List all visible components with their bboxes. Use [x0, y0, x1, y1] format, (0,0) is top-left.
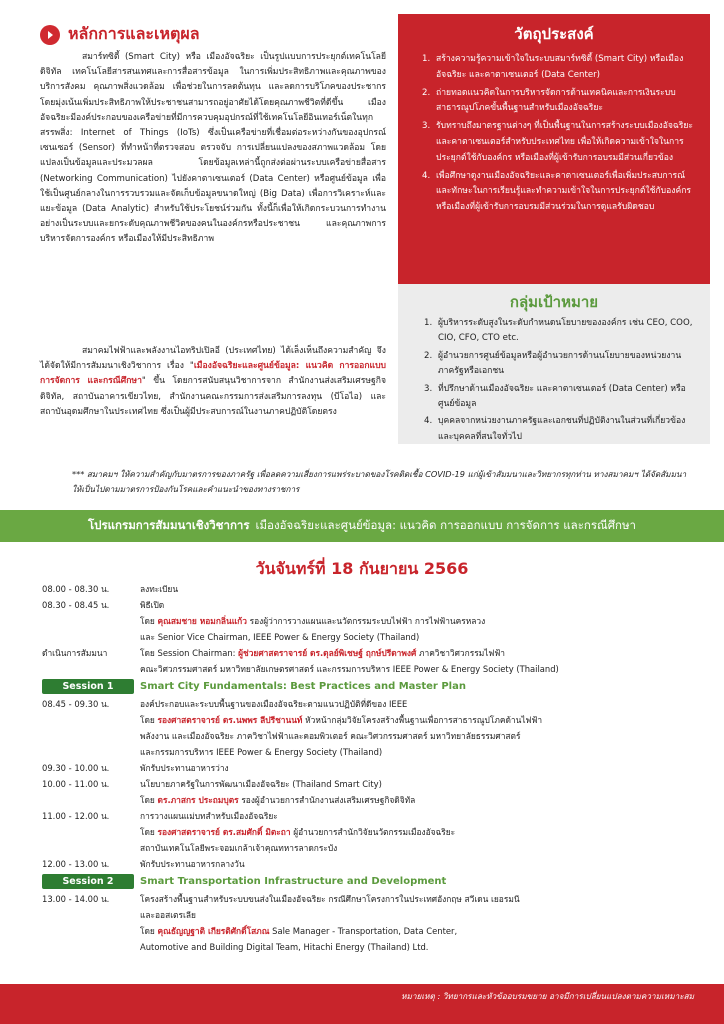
schedule-row: ดำเนินการสัมมนา โดย Session Chairman: ผู้ช่วยศาสตราจารย์ ดร.ดุลย์พิเชษฐ์ ฤกษ์ปรีดาพงศ์ ภาควิชาวิศวกรรมไฟฟ้า	[42, 648, 505, 658]
seminar-date: วันจันทร์ที่ 18 กันยายน 2566	[255, 559, 469, 578]
banner-lead: โปรแกรมการสัมมนาเชิงวิชาการ	[87, 518, 250, 532]
speaker-row: โดย รองศาสตราจารย์ ดร.สมศักดิ์ มิตะถา ผู้อำนวยการสำนักวิจัยนวัตกรรมเมืองอัจฉริยะ	[140, 827, 456, 837]
program-banner	[0, 510, 724, 542]
speaker-row: โดย คุณสมชาย หอมกลิ่นแก้ว รองผู้ว่าการวางแผนและนวัตกรรมระบบไฟฟ้า การไฟฟ้านครหลวง	[140, 616, 486, 626]
schedule	[42, 581, 692, 955]
objectives-list	[422, 52, 694, 218]
session-header	[42, 678, 692, 695]
session-title: Smart City Fundamentals: Best Practices and Master Plan	[140, 681, 466, 692]
speaker-row: และ Senior Vice Chairman, IEEE Power & Energy Society (Thailand)	[140, 632, 420, 642]
session-title: Smart Transportation Infrastructure and Development	[140, 876, 447, 887]
list-item: 2. ผู้อำนวยการศูนย์ข้อมูลหรือผู้อำนวยการด้านนโยบายของหน่วยงานภาครัฐหรือเอกชน	[424, 350, 682, 377]
session-tag: Session 1	[42, 679, 134, 694]
schedule-row: 08.30 - 08.45 น. พิธีเปิด	[42, 600, 165, 610]
rationale-paragraph-2	[40, 344, 386, 420]
schedule-row: 08.00 - 08.30 น. ลงทะเบียน	[42, 584, 179, 594]
list-item: 2. ถ่ายทอดแนวคิดในการบริหารจัดการด้านเทคนิคและการเงินระบบสาธารณูปโภคขั้นพื้นฐานสำหรับเมืองอัจฉริยะ	[422, 87, 676, 114]
schedule-row: 08.45 - 09.30 น. องค์ประกอบและระบบพื้นฐานของเมืองอัจฉริยะตามแนวปฏิบัติที่ดีของ IEEE	[42, 699, 408, 709]
list-item: 3. ที่ปรึกษาด้านเมืองอัจฉริยะ และคาตาเซนเตอร์ (Data Center) หรือศูนย์ข้อมูล	[424, 383, 686, 410]
rationale-heading	[40, 22, 200, 47]
speaker-row: คณะวิศวกรรมศาสตร์ มหาวิทยาลัยเกษตรศาสตร์ และกรรมการบริหาร IEEE Power & Energy Society (Thailand)	[140, 664, 559, 674]
rationale-title: หลักการและเหตุผล	[68, 24, 200, 43]
list-item: 3. รับทราบถึงมาตรฐานต่างๆ ที่เป็นพื้นฐานในการสร้างระบบเมืองอัจฉริยะ และคาตาเซนเตอร์สำหรับประเทศไทย เพื่อให้เกิดความเข้าใจในการประยุกต์ใช้กับองค์กร หรือเมืองที่ผู้เข้ารับการอบรมมีส่วนเกี่ยวข้อง	[422, 121, 694, 163]
speaker-row: พลังงาน และเมืองอัจฉริยะ ภาควิชาไฟฟ้าและคอมพิวเตอร์ คณะวิศวกรรมศาสตร์ มหาวิทยาลัยธรรมศาสตร์	[140, 731, 521, 741]
schedule-row: 12.00 - 13.00 น. พักรับประทานอาหารกลางวัน	[42, 859, 245, 869]
rationale-p2-start: สมาคมไฟฟ้าและพลังงานไอทริปเปิลอี (ประเทศไทย) ได้เล็งเห็นถึงความสำคัญ จึงได้จัดให้มีการสัมมนาเชิงวิชาการ เรื่อง "	[40, 346, 386, 372]
list-item: 1. สร้างความรู้ความเข้าใจในระบบสมาร์ทซิตี้ (Smart City) หรือเมืองอัจฉริยะ และคาตาเซนเตอร์ (Data Center)	[422, 54, 684, 80]
schedule-row: 11.00 - 12.00 น. การวางแผนแม่บทสำหรับเมืองอัจฉริยะ	[42, 811, 278, 821]
schedule-row: 13.00 - 14.00 น. โครงสร้างพื้นฐานสำหรับระบบขนส่งในเมืองอัจฉริยะ กรณีศึกษาโครงการในประเทศอังกฤษ สวีเดน เยอรมนี	[42, 894, 520, 904]
rationale-p2-end: " ขึ้น โดยการสนับสนุนวิชาการจาก สำนักงานส่งเสริมเศรษฐกิจดิจิทัล, สถาบันอาคารเขียวไทย, สำนักงานคณะกรรมการส่งเสริมการลงทุน (บีโอไอ) และสถาบันอุดมศึกษาในประเทศไทย ซึ่งเป็นผู้มีประสบการณ์ในงานภาคปฏิบัติโดยตรง	[40, 376, 387, 417]
session-header	[42, 873, 692, 890]
rationale-paragraph-1: สมาร์ทซิตี้ (Smart City) หรือ เมืองอัจฉริยะ เป็นรูปแบบการประยุกต์เทคโนโลยีดิจิทัล เทคโนโลยีสารสนเทศและการสื่อสารข้อมูล ในการเพิ่มประสิทธิภาพและคุณภาพของบริการสังคม คุณภาพสิ่งแวดล้อม เพื่อช่วยในการลดต้นทุน และลดการบริโภคของประชากร โดยมุ่งเน้นเพิ่มประสิทธิภาพให้ประชาชนสามารถอยู่อาศัยได้โดยคุณภาพชีวิตที่ดีขึ้น เมืองอัจฉริยะมีองค์ประกอบของเครือข่ายที่มีการควบคุมอุปกรณ์ที่ใช้เทคโนโลยีอินเทอร์เน็ตในทุกสรรพสิ่ง: Internet of Things (IoTs) ซึ่งเป็นเครือข่ายที่เชื่อมต่อระหว่างกันของอุปกรณ์เซนเซอร์ (Sensor) ที่ทำหน้าที่ตรวจสอบ ตรวจจับ การเปลี่ยนแปลงของสภาพแวดล้อม โดยแปลงเป็นข้อมูลและประมวลผล โดยข้อมูลเหล่านี้ถูกส่งต่อผ่านระบบเครือข่ายสื่อสาร (Networking Communication) ไปยังคาตาเซนเตอร์ (Data Center) หรือศูนย์ข้อมูล เพื่อใช้เป็นศูนย์กลางในการรวบรวมและจัดเก็บข้อมูลขนาดใหญ่ (Big Data) เพื่อการวิเคราะห์และแยะข้อมูล (Data Analytic) สำหรับใช้ประโยชน์ร่วมกัน ทั้งนี้ก็เพื่อให้เกิดกระบวนการทำงานอย่างเป็นระบบและยกระดับคุณภาพชีวิตของคนในองค์กรหรือประชาชน และคุณภาพการบริหารจัดการองค์กร หรือเมืองให้มีประสิทธิภาพ	[40, 52, 386, 245]
session-tag: Session 2	[42, 874, 134, 889]
objectives-title: วัตถุประสงค์	[514, 25, 594, 43]
speaker-row: โดย คุณธัญญฐาติ เกียรติศักดิ์โสภณ Sale Manager - Transportation, Data Center,	[140, 926, 458, 936]
schedule-row: 09.30 - 10.00 น. พักรับประทานอาหารว่าง	[42, 763, 229, 773]
speaker-row: สถาบันเทคโนโลยีพระจอมเกล้าเจ้าคุณทหารลาดกระบัง	[140, 843, 338, 853]
speaker-row: Automotive and Building Digital Team, Hitachi Energy (Thailand) Ltd.	[140, 942, 429, 952]
footer-note: หมายเหตุ : วิทยากรและหัวข้ออบรมขยาย อาจมีการเปลี่ยนแปลงตามความเหมาะสม	[401, 991, 694, 1001]
schedule-row: 10.00 - 11.00 น. นโยบายภาครัฐในการพัฒนาเมืองอัจฉริยะ (Thailand Smart City)	[42, 779, 382, 789]
schedule-row-continued: และออสเตรเลีย	[140, 910, 196, 920]
list-item: 1. ผู้บริหารระดับสูงในระดับกำหนดนโยบายขององค์กร เช่น CEO, COO, CIO, CFO, CTO etc.	[424, 318, 693, 344]
seminar-title-highlight: เมืองอัจฉริยะและศูนย์ข้อมูล: แนวคิด การออกแบบ การจัดการ และกรณีศึกษา	[40, 361, 386, 387]
speaker-row: และกรรมการบริหาร IEEE Power & Energy Society (Thailand)	[140, 747, 383, 757]
list-item: 4. บุคคลจากหน่วยงานภาครัฐและเอกชนที่ปฏิบัติงานในส่วนที่เกี่ยวข้อง และบุคคลที่สนใจทั่วไป	[424, 416, 686, 442]
covid-note: *** สมาคมฯ ให้ความสำคัญกับมาตรการของภาครัฐ เพื่อลดความเสี่ยงการแพร่ระบาดของโรคติดเชื้อ COVID-19 แก่ผู้เข้าสัมมนาและวิทยากรทุกท่าน ทางสมาคมฯ ได้จัดสัมมนาให้เป็นไปตามมาตรการป้องกันโรคและคำแนะนำของทางราชการ	[72, 469, 687, 494]
target-group-list	[424, 316, 696, 447]
speaker-row: โดย ดร.ภาสกร ประถมบุตร รองผู้อำนวยการสำนักงานส่งเสริมเศรษฐกิจดิจิทัล	[140, 795, 416, 805]
speaker-row: โดย รองศาสตราจารย์ ดร.นพพร ลีปรีชานนท์ หัวหน้ากลุ่มวิจัยโครงสร้างพื้นฐานเพื่อการสาธารณูปโภคด้านไฟฟ้า	[140, 715, 543, 725]
list-item: 4. เพื่อศึกษาดูงานเมืองอัจฉริยะและคาตาเซนเตอร์เพื่อเพิ่มประสบการณ์และทักษะในการเรียนรู้และทำความเข้าใจในการประยุกต์ใช้กับองค์กร หรือเมืองที่ผู้เข้ารับการอบรมมีส่วนร่วมในการดูแลรับผิดชอบ	[422, 170, 692, 213]
banner-title: เมืองอัจฉริยะและศูนย์ข้อมูล: แนวคิด การออกแบบ การจัดการ และกรณีศึกษา	[255, 518, 637, 532]
arrow-right-icon	[40, 25, 60, 45]
target-group-title: กลุ่มเป้าหมาย	[509, 293, 599, 311]
